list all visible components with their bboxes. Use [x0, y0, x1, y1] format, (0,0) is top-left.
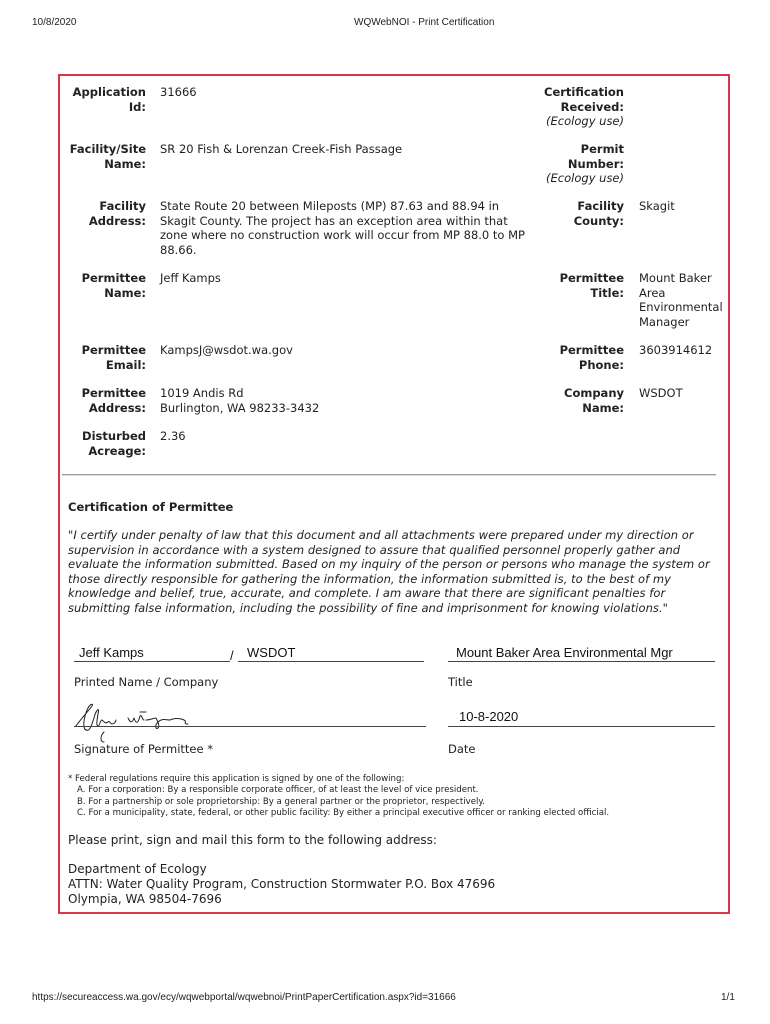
permittee-address-value: 1019 Andis Rd Burlington, WA 98233-3432	[160, 386, 320, 415]
signature-image	[70, 700, 205, 744]
facility-name-value: SR 20 Fish & Lorenzan Creek-Fish Passage	[160, 142, 403, 156]
printed-company-value: WSDOT	[247, 645, 296, 660]
application-id-value: 31666	[160, 85, 197, 99]
permittee-title-label: Permittee Title:	[559, 271, 624, 300]
permittee-phone-value: 3603914612	[639, 343, 713, 357]
title-value: Mount Baker Area Environmental Mgr	[456, 645, 673, 660]
title-line	[448, 661, 715, 662]
application-id-label: Application Id:	[72, 85, 146, 114]
date-caption: Date	[448, 742, 476, 756]
signature-caption: Signature of Permittee *	[74, 742, 213, 756]
print-date: 10/8/2020	[32, 17, 77, 28]
permittee-address-label: Permittee Address:	[81, 386, 146, 415]
section-divider	[62, 474, 716, 475]
printed-name-caption: Printed Name / Company	[74, 675, 219, 689]
facility-address-value: State Route 20 between Mileposts (MP) 87.63 and 88.94 in Skagit County. The project has an exception area within that zone where no construction work will occur from MP 88.0 to MP 88.66.	[160, 199, 525, 257]
facility-address-label: Facility Address:	[88, 199, 146, 228]
title-caption: Title	[448, 675, 473, 689]
company-name-value: WSDOT	[639, 386, 683, 400]
permittee-name-label: Permittee Name:	[81, 271, 146, 300]
disturbed-acreage-value: 2.36	[160, 429, 186, 443]
facility-name-label: Facility/Site Name:	[69, 142, 146, 171]
permittee-name-value: Jeff Kamps	[160, 271, 221, 285]
page-url: https://secureaccess.wa.gov/ecy/wqwebportal/wqwebnoi/PrintPaperCertification.aspx?id=31666	[32, 992, 456, 1003]
facility-county-value: Skagit	[639, 199, 675, 213]
page-number: 1/1	[721, 992, 735, 1003]
printed-name-line	[74, 661, 230, 662]
date-line	[448, 726, 715, 727]
date-value: 10-8-2020	[459, 709, 519, 724]
permittee-phone-label: Permittee Phone:	[559, 343, 624, 372]
disturbed-acreage-label: Disturbed Acreage:	[82, 429, 146, 458]
certification-statement: "I certify under penalty of law that this document and all attachments were prepared under my direction or supervision in accordance with a system designed to assure that qualified personnel properly gather and evaluate the information submitted. Based on my inquiry of the person or persons who manage the system or those directly responsible for gathering the information, the information submitted is, to the best of my knowledge and belief, true, accurate, and complete. I am aware that there are significant penalties for submitting false information, including the possibility of fine and imprisonment for knowing violations."	[68, 528, 710, 615]
mailing-address: Department of Ecology ATTN: Water Quality Program, Construction Stormwater P.O. Box 47696 Olympia, WA 98504-7696	[68, 862, 496, 906]
print-title: WQWebNOI - Print Certification	[354, 17, 495, 28]
company-name-label: Company Name:	[564, 386, 624, 415]
permittee-email-label: Permittee Email:	[81, 343, 146, 372]
permittee-email-value: KampsJ@wsdot.wa.gov	[160, 343, 293, 357]
signature-line	[74, 726, 426, 727]
printed-name-value: Jeff Kamps	[79, 645, 144, 660]
facility-county-label: Facility County:	[573, 199, 624, 228]
signatory-requirements-note: * Federal regulations require this application is signed by one of the following: A. For a corporation: By a responsible corporate officer, of at least the level of vice president. B. For a partnership or sole proprietorship: By a general partner or the proprietor, respectively. C. For a municipality, state, federal, or other public facility: By either a principal executive officer or ranking elected official.	[68, 774, 610, 818]
certification-heading: Certification of Permittee	[68, 500, 234, 514]
permit-number-label: Permit Number: (Ecology use)	[546, 142, 624, 185]
mailing-instruction: Please print, sign and mail this form to the following address:	[68, 833, 437, 847]
name-company-separator: /	[230, 648, 234, 663]
printed-company-line	[238, 661, 424, 662]
permittee-title-value: Mount Baker Area Environmental Manager	[639, 271, 723, 329]
certification-received-label: Certification Received: (Ecology use)	[544, 85, 624, 128]
